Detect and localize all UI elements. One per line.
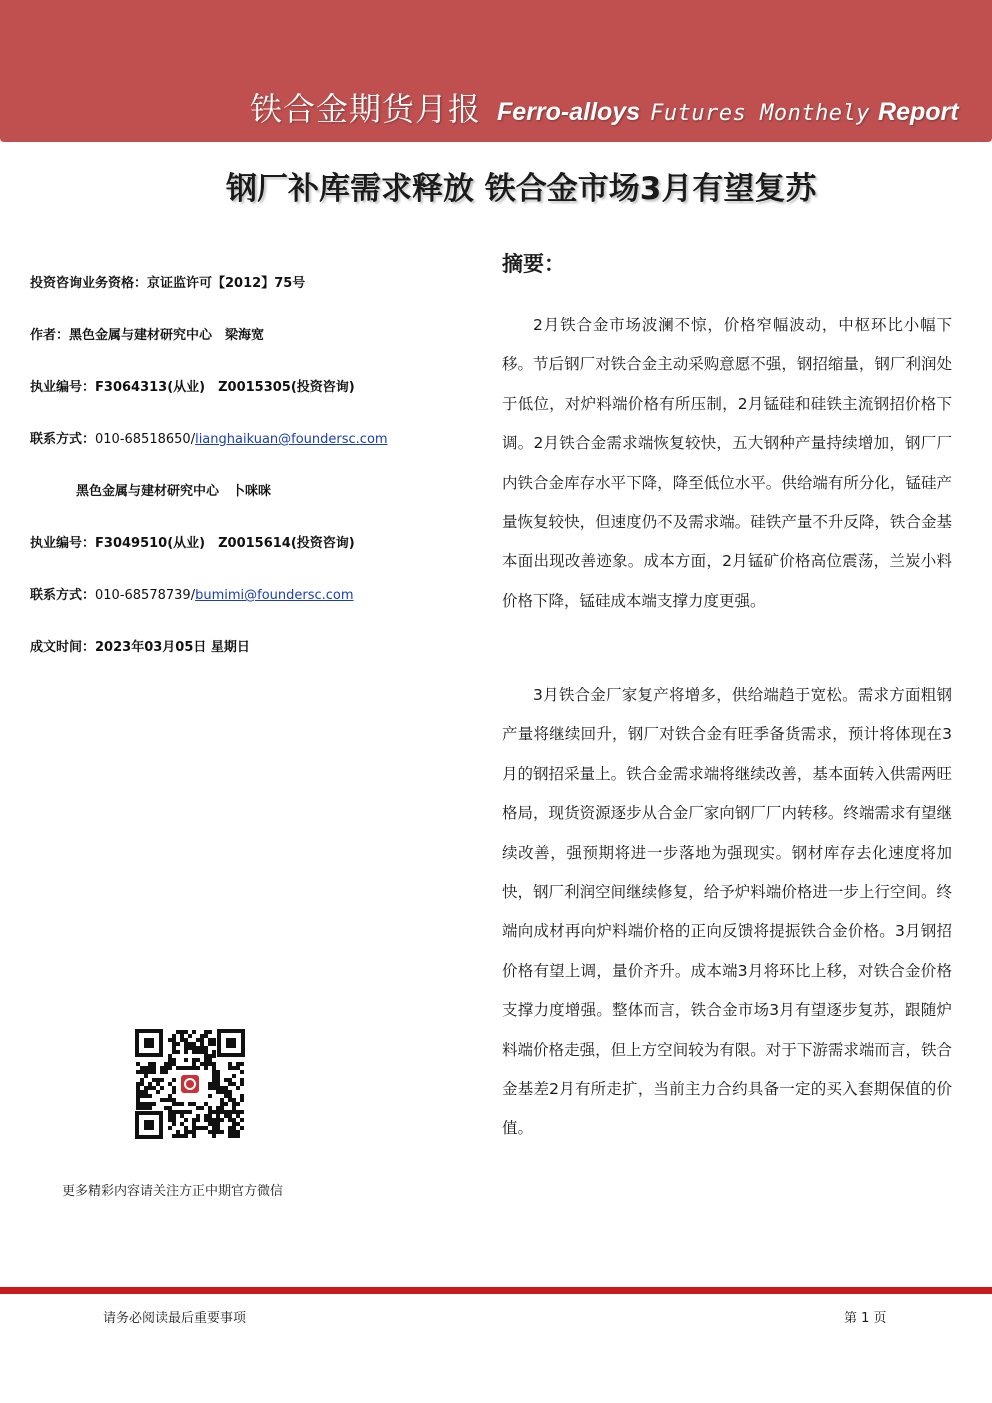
author2-id-value: F3049510(从业) Z0015614(投资咨询) — [95, 536, 355, 551]
author-line — [30, 324, 264, 343]
report-title-en-1: Ferro-alloys — [497, 98, 641, 126]
author2-id-line — [30, 532, 355, 551]
date-label: 成文时间： — [30, 640, 96, 655]
author2-contact-label: 联系方式： — [30, 588, 96, 603]
author1-id-label: 执业编号： — [30, 380, 96, 395]
footer-divider — [0, 1287, 992, 1294]
abstract-paragraph-1: 2月铁合金市场波澜不惊，价格窄幅波动，中枢环比小幅下移。节后钢厂对铁合金主动采购意愿不强，钢招缩量，钢厂利润处于低位，对炉料端价格有所压制，2月锰硅和硅铁主流钢招价格下调。2月铁合金需求端恢复较快，五大钢种产量持续增加，钢厂厂内铁合金库存水平下降，降至低位水平。供给端有所分化，锰硅产量恢复较快，但速度仍不及需求端。硅铁产量不升反降，铁合金基本面出现改善迹象。成本方面，2月锰矿价格高位震荡，兰炭小料价格下降，锰硅成本端支撑力度更强。 — [502, 316, 952, 610]
author1-id-line — [30, 376, 355, 395]
brand-logo-icon — [181, 1075, 199, 1093]
author1-contact-label: 联系方式： — [30, 432, 96, 447]
footer-notice: 请务必阅读最后重要事项 — [103, 1311, 247, 1326]
author1-id-value: F3064313(从业) Z0015305(投资咨询) — [95, 380, 355, 395]
wechat-qr-code[interactable] — [135, 1029, 245, 1139]
author1-email-link[interactable]: lianghaikuan@foundersc.com — [195, 432, 388, 447]
abstract-heading: 摘要： — [502, 252, 565, 276]
author2-contact-line — [30, 584, 354, 603]
author1-contact-line — [30, 428, 388, 447]
qualification-label: 投资咨询业务资格： — [30, 276, 148, 291]
qr-caption: 更多精彩内容请关注方正中期官方微信 — [62, 1184, 284, 1199]
author2-email-link[interactable]: bumimi@foundersc.com — [195, 588, 354, 603]
report-title — [250, 84, 959, 130]
qualification-line — [30, 272, 305, 291]
report-title-en-3: Report — [878, 98, 959, 126]
report-title-cn: 铁合金期货月报 — [250, 90, 482, 128]
header-banner — [0, 0, 992, 142]
author2-value: 黑色金属与建材研究中心 卜咪咪 — [76, 484, 272, 499]
author2-id-label: 执业编号： — [30, 536, 96, 551]
qualification-value: 京证监许可【2012】75号 — [147, 276, 306, 291]
date-line — [30, 636, 250, 655]
abstract-paragraph-2: 3月铁合金厂家复产将增多，供给端趋于宽松。需求方面粗钢产量将继续回升，钢厂对铁合金有旺季备货需求，预计将体现在3月的钢招采量上。铁合金需求端将继续改善，基本面转入供需两旺格局，现货资源逐步从合金厂家向钢厂厂内转移。终端需求有望继续改善，强预期将进一步落地为强现实。钢材库存去化速度将加快，钢厂利润空间继续修复，给予炉料端价格进一步上行空间。终端向成材再向炉料端价格的正向反馈将提振铁合金价格。3月钢招价格有望上调，量价齐升。成本端3月将环比上移，对铁合金价格支撑力度增强。整体而言，铁合金市场3月有望逐步复苏，跟随炉料端价格走强，但上方空间较为有限。对于下游需求端而言，铁合金基差2月有所走扩，当前主力合约具备一定的买入套期保值的价值。 — [502, 686, 952, 1138]
author-label: 作者： — [30, 328, 70, 343]
author1-phone: 010-68518650/ — [95, 432, 196, 447]
author2-line — [76, 480, 271, 499]
headline: 钢厂补库需求释放 铁合金市场3月有望复苏 — [226, 171, 817, 207]
date-value: 2023年03月05日 星期日 — [95, 640, 250, 655]
author2-phone: 010-68578739/ — [95, 588, 196, 603]
page-number: 第 1 页 — [844, 1311, 887, 1326]
report-title-en-2: Futures Monthely — [650, 101, 871, 126]
author-value: 黑色金属与建材研究中心 梁海宽 — [69, 328, 265, 343]
